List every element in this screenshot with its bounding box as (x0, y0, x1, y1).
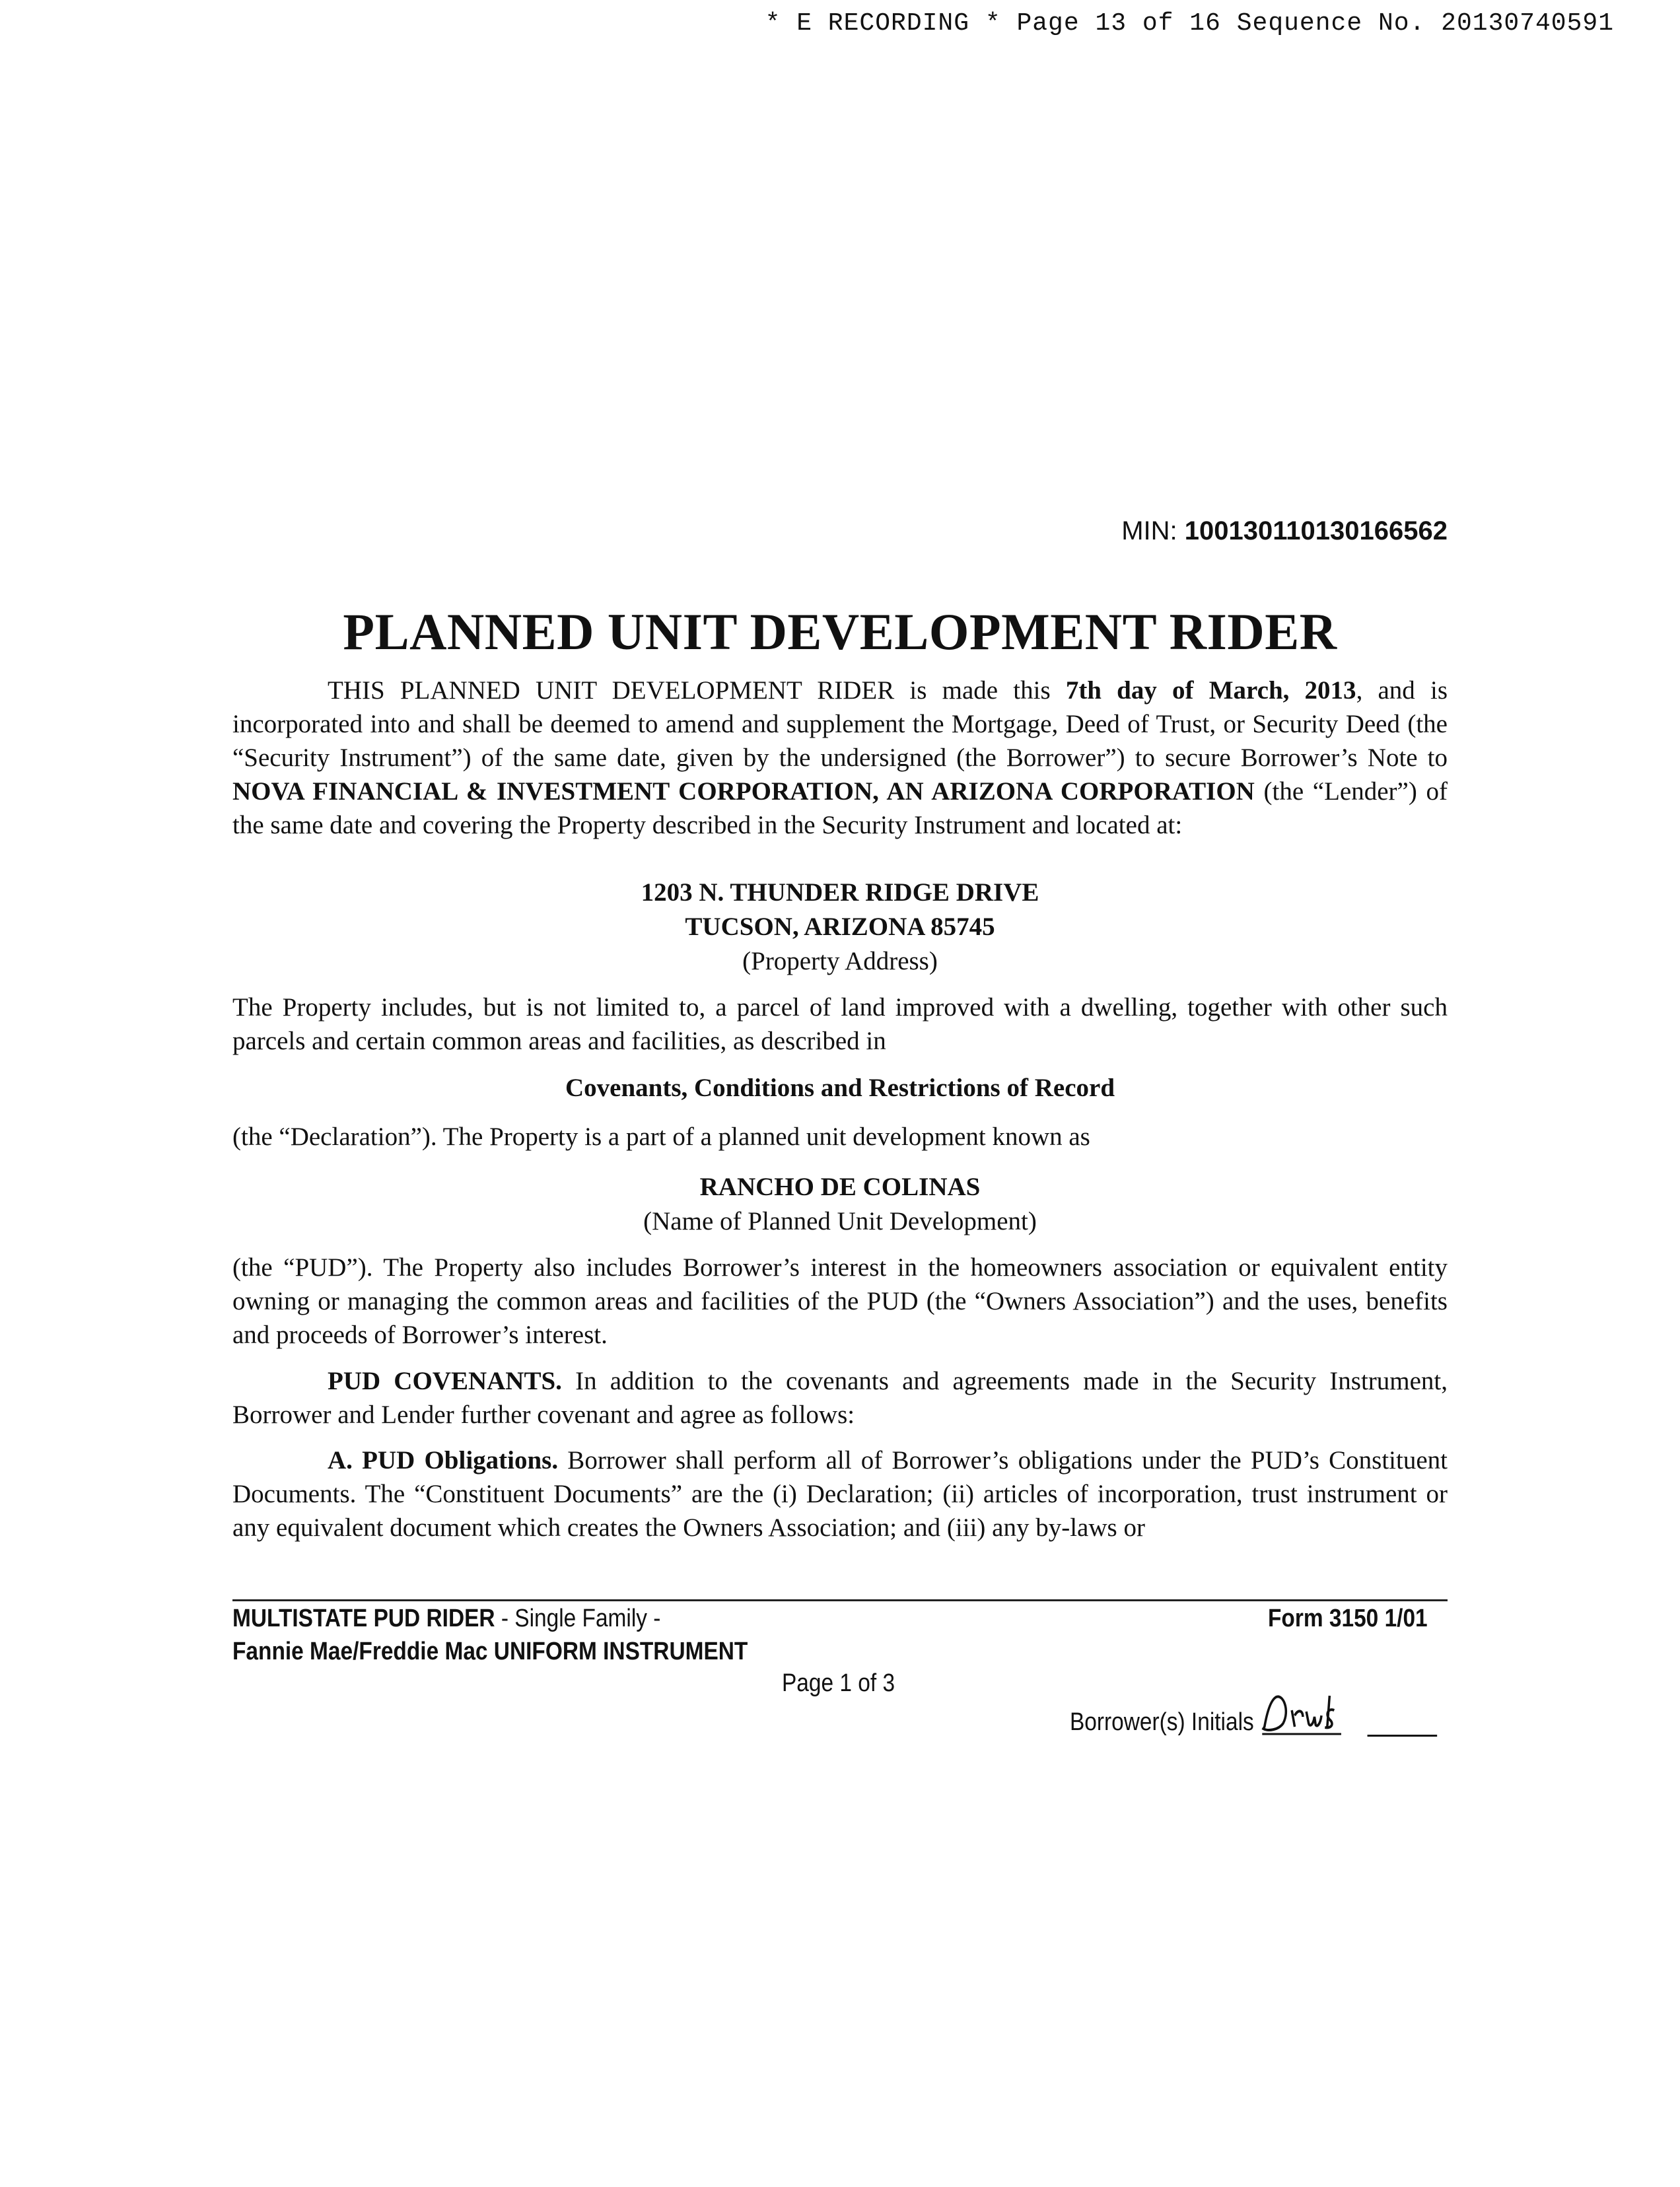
document-title: PLANNED UNIT DEVELOPMENT RIDER (343, 603, 1337, 660)
footer-rider-line (232, 1605, 660, 1633)
rider-date: 7th day of March, 2013 (1065, 676, 1356, 705)
section-a-paragraph (232, 1443, 1448, 1545)
pud-paragraph: (the “PUD”). The Property also includes Borrower’s interest in the homeowners association or equivalent entity owning or managing the common areas and facilities of the PUD (the “Owners Association”) and the uses, benefits and proceeds of Borrower’s interest. (232, 1253, 1448, 1349)
footer-form-text: Form 3150 1/01 (1268, 1605, 1428, 1632)
borrower-initials-line (1070, 1690, 1437, 1737)
declaration-paragraph: (the “Declaration”). The Property is a part of a planned unit development known as (232, 1123, 1090, 1151)
footer-page-number: Page 1 of 3 (782, 1669, 895, 1697)
min-number: 100130110130166562 (1184, 516, 1448, 545)
pud-name: RANCHO DE COLINAS (699, 1173, 981, 1201)
footer-rider-name: MULTISTATE PUD RIDER (232, 1605, 495, 1632)
intro-paragraph (232, 674, 1448, 842)
min-number-line (1121, 516, 1448, 546)
recording-header: * E RECORDING * Page 13 of 16 Sequence No. 20130740591 (765, 9, 1614, 38)
property-description-paragraph: The Property includes, but is not limited to, a parcel of land improved with a dwelling, together with other such parcels and certain common areas and facilities, as described in (232, 993, 1448, 1055)
pud-covenants-paragraph (232, 1364, 1448, 1432)
footer-rider-type: - Single Family - (495, 1605, 661, 1632)
initials-signature-icon (1260, 1690, 1347, 1737)
footer-form-number (1268, 1605, 1428, 1633)
footer-divider (232, 1599, 1448, 1601)
footer-instrument (232, 1638, 748, 1666)
property-address-line2: TUCSON, ARIZONA 85745 (685, 913, 995, 941)
pud-name-caption: (Name of Planned Unit Development) (643, 1207, 1037, 1235)
second-initials-blank (1367, 1711, 1437, 1737)
intro-text-a: THIS PLANNED UNIT DEVELOPMENT RIDER is made this (328, 676, 1066, 705)
property-address-caption: (Property Address) (742, 947, 938, 975)
footer-instrument-text: Fannie Mae/Freddie Mac UNIFORM INSTRUMENT (232, 1638, 748, 1665)
intro-text-c: (the “Lender”) of the same date and covering the Property described in the Security Instrument and located at: (232, 777, 1448, 839)
pud-covenants-text: In addition to the covenants and agreements made in the Security Instrument, Borrower and Lender further covenant and agree as follows: (232, 1367, 1448, 1429)
borrower-initials-label: Borrower(s) Initials (1070, 1708, 1254, 1736)
pud-covenants-heading: PUD COVENANTS. (328, 1367, 562, 1395)
min-label: MIN: (1121, 516, 1177, 545)
intro-text-b: , and is incorporated into and shall be deemed to amend and supplement the Mortgage, Deed of Trust, or Security Deed (the “Security Instrument”) of the same date, given by the undersigned (the Borrower”) to secure Borrower’s Note to (232, 676, 1448, 772)
declaration-name: Covenants, Conditions and Restrictions of Record (565, 1074, 1115, 1102)
section-a-text: Borrower shall perform all of Borrower’s obligations under the PUD’s Constituent Documents. The “Constituent Documents” are the (i) Declaration; (ii) articles of incorporation, trust instrument or any equivalent document which creates the Owners Association; and (iii) any by-laws or (232, 1446, 1448, 1542)
lender-name: NOVA FINANCIAL & INVESTMENT CORPORATION, AN ARIZONA CORPORATION (232, 777, 1255, 806)
section-a-heading: A. PUD Obligations. (328, 1446, 559, 1475)
property-address-line1: 1203 N. THUNDER RIDGE DRIVE (641, 878, 1039, 907)
